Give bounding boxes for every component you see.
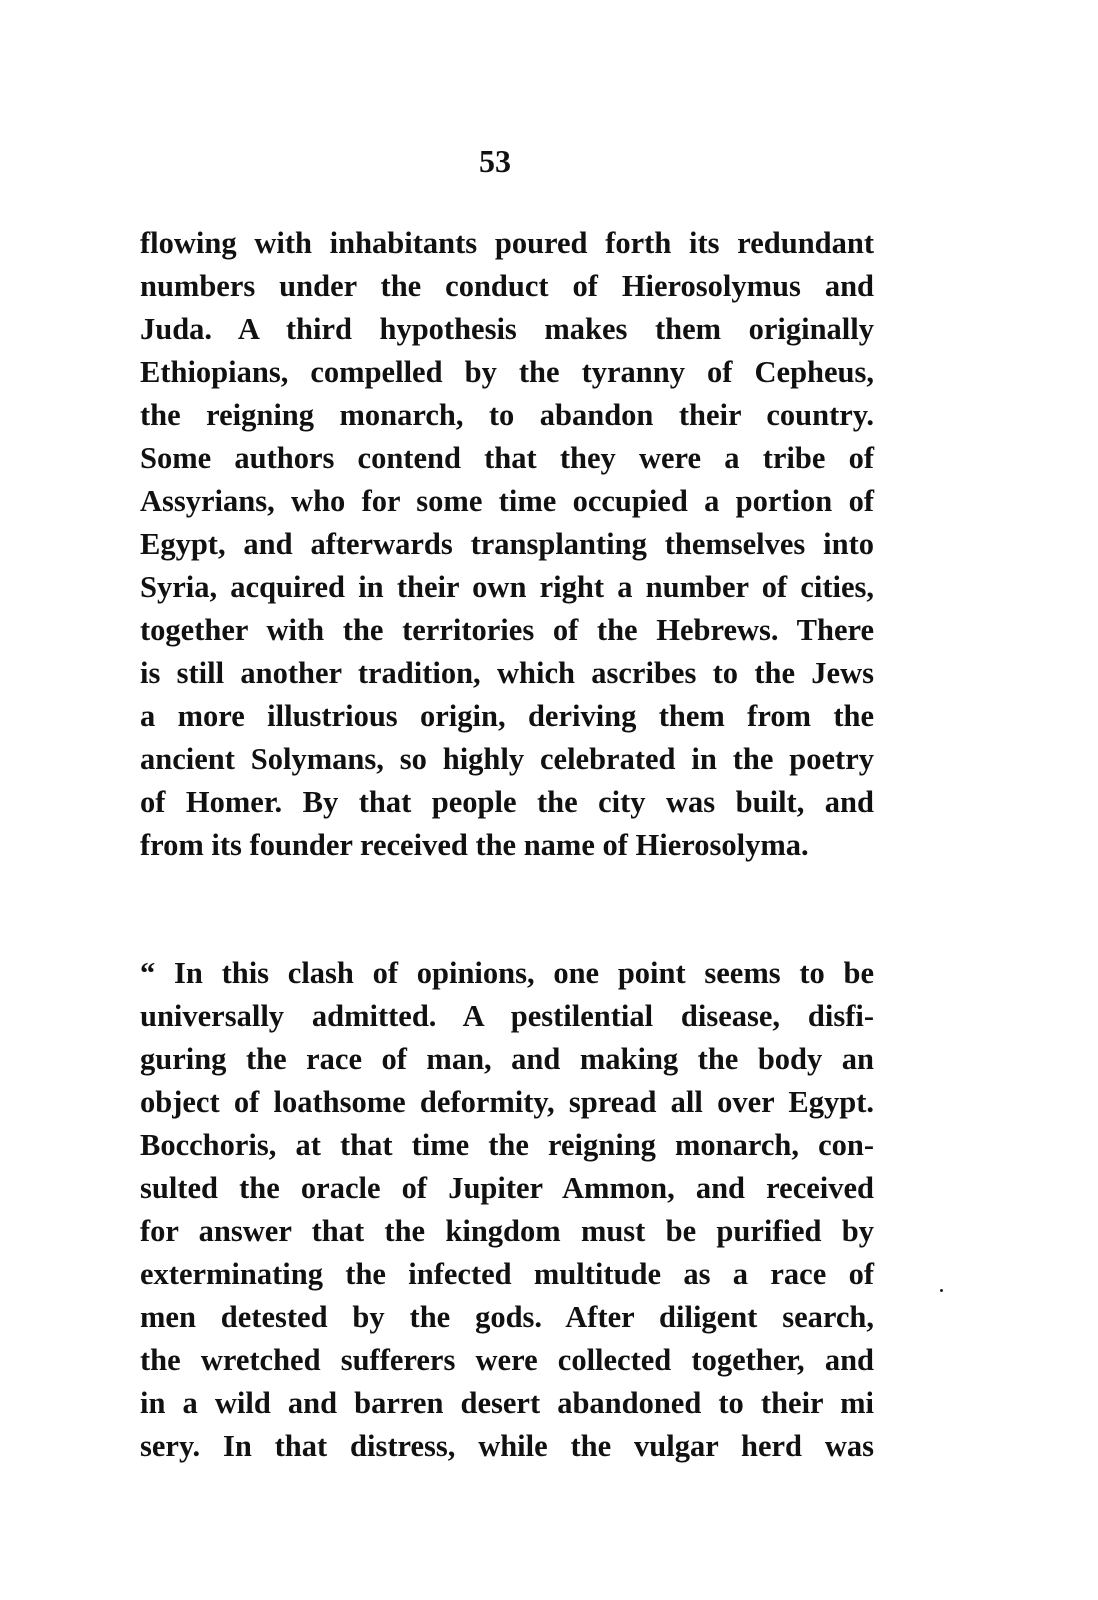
- text-line: “ In this clash of opinions, one point seems to be: [140, 956, 874, 990]
- text-line: Egypt, and afterwards transplanting themselves into: [140, 527, 874, 561]
- text-line: sery. In that distress, while the vulgar herd was: [140, 1429, 874, 1463]
- paragraph-2: [140, 952, 874, 1468]
- text-line: for answer that the kingdom must be purified by: [140, 1214, 874, 1248]
- text-line: sulted the oracle of Jupiter Ammon, and received: [140, 1171, 874, 1205]
- text-line: Ethiopians, compelled by the tyranny of Cepheus,: [140, 355, 874, 389]
- text-line: together with the territories of the Hebrews. There: [140, 613, 874, 647]
- text-line: Some authors contend that they were a tribe of: [140, 441, 874, 475]
- text-line: men detested by the gods. After diligent search,: [140, 1300, 874, 1334]
- text-line: object of loathsome deformity, spread all over Egypt.: [140, 1085, 874, 1119]
- text-line: guring the race of man, and making the body an: [140, 1042, 874, 1076]
- text-line: is still another tradition, which ascribes to the Jews: [140, 656, 874, 690]
- text-line: universally admitted. A pestilential disease, disfi-: [140, 999, 874, 1033]
- text-line: of Homer. By that people the city was built, and: [140, 785, 874, 819]
- scan-speck: [940, 1289, 943, 1292]
- text-line: Assyrians, who for some time occupied a portion of: [140, 484, 874, 518]
- page-number: 53: [479, 143, 511, 179]
- text-line: ancient Solymans, so highly celebrated in the poetry: [140, 742, 874, 776]
- paragraph-1: [140, 222, 874, 867]
- text-line: from its founder received the name of Hierosolyma.: [140, 828, 809, 862]
- text-line: in a wild and barren desert abandoned to their mi: [140, 1386, 874, 1420]
- text-line: numbers under the conduct of Hierosolymus and: [140, 269, 874, 303]
- text-line: Juda. A third hypothesis makes them originally: [140, 312, 874, 346]
- text-line: flowing with inhabitants poured forth its redundant: [140, 226, 874, 260]
- text-line: the reigning monarch, to abandon their country.: [140, 398, 874, 432]
- text-line: a more illustrious origin, deriving them from the: [140, 699, 874, 733]
- text-line: Bocchoris, at that time the reigning monarch, con-: [140, 1128, 874, 1162]
- text-line: exterminating the infected multitude as a race of: [140, 1257, 874, 1291]
- text-line: the wretched sufferers were collected together, and: [140, 1343, 874, 1377]
- text-line: Syria, acquired in their own right a number of cities,: [140, 570, 874, 604]
